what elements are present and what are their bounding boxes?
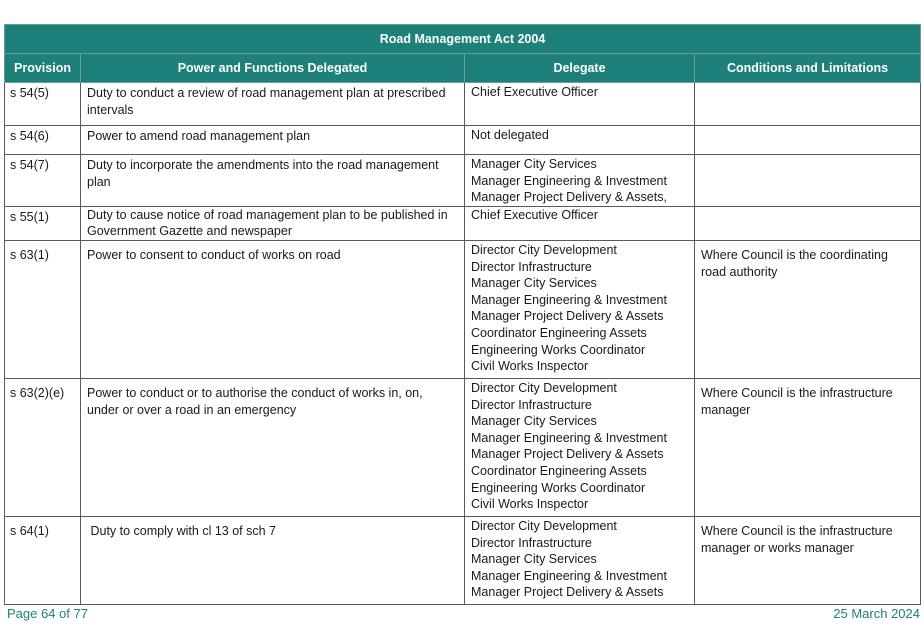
power-cell: Power to consent to conduct of works on road	[81, 240, 465, 378]
column-header-provision: Provision	[5, 54, 81, 83]
delegate-cell	[465, 83, 695, 126]
provision-cell: s 54(5)	[5, 83, 81, 126]
delegate-cell	[465, 240, 695, 378]
delegation-table-container	[4, 24, 920, 605]
provision-cell: s 63(1)	[5, 240, 81, 378]
delegate-item: Manager Engineering & Investment	[471, 568, 667, 583]
delegate-item: Engineering Works Coordinator	[471, 342, 646, 357]
power-cell: Duty to incorporate the amendments into the road management plan	[81, 155, 465, 207]
table-row	[5, 240, 921, 378]
table-row	[5, 378, 921, 516]
delegate-item: Manager City Services	[471, 157, 597, 171]
delegate-item: Manager Project Delivery & Assets	[471, 309, 664, 324]
document-date: 25 March 2024	[833, 606, 920, 621]
delegate-item: Director Infrastructure	[471, 259, 592, 274]
column-header-conditions: Conditions and Limitations	[695, 54, 921, 83]
table-row	[5, 516, 921, 604]
delegate-item: Manager City Services	[471, 414, 597, 429]
delegate-item: Manager Engineering & Investment	[471, 173, 667, 188]
page-number: Page 64 of 77	[7, 606, 88, 621]
conditions-cell: Where Council is the infrastructure manager	[695, 378, 921, 516]
delegate-item: Director City Development	[471, 518, 617, 533]
conditions-cell	[695, 83, 921, 126]
delegate-item: Engineering Works Coordinator	[471, 480, 646, 495]
provision-cell: s 63(2)(e)	[5, 378, 81, 516]
delegate-item: Manager City Services	[471, 276, 597, 291]
provision-cell: s 64(1)	[5, 516, 81, 604]
conditions-cell: Where Council is the coordinating road authority	[695, 240, 921, 378]
delegate-item: Manager Project Delivery & Assets	[471, 585, 664, 600]
conditions-cell	[695, 126, 921, 155]
delegate-item: Director Infrastructure	[471, 535, 592, 550]
table-row	[5, 206, 921, 240]
delegate-item: Civil Works Inspector	[471, 497, 589, 512]
delegate-item: Manager Engineering & Investment	[471, 292, 667, 307]
delegation-table	[4, 24, 921, 605]
power-cell: Duty to comply with cl 13 of sch 7	[81, 516, 465, 604]
delegate-cell	[465, 206, 695, 240]
delegate-item: Civil Works Inspector	[471, 359, 589, 374]
delegate-item: Chief Executive Officer	[471, 85, 598, 99]
delegate-item: Manager Project Delivery & Assets,	[471, 190, 667, 205]
power-cell: Power to conduct or to authorise the conduct of works in, on, under or over a road in an emergency	[81, 378, 465, 516]
delegate-item: Chief Executive Officer	[471, 207, 598, 222]
power-cell: Duty to cause notice of road management plan to be published in Government Gazette and newspaper	[81, 206, 465, 240]
power-cell: Duty to conduct a review of road management plan at prescribed intervals	[81, 83, 465, 126]
delegate-item: Manager City Services	[471, 552, 597, 567]
conditions-cell	[695, 155, 921, 207]
provision-cell: s 54(7)	[5, 155, 81, 207]
table-row	[5, 83, 921, 126]
table-row	[5, 155, 921, 207]
conditions-cell	[695, 206, 921, 240]
provision-cell: s 54(6)	[5, 126, 81, 155]
delegate-cell	[465, 378, 695, 516]
delegate-item: Not delegated	[471, 128, 549, 142]
delegate-item: Director City Development	[471, 380, 617, 395]
delegate-item: Manager Project Delivery & Assets	[471, 447, 664, 462]
delegate-item: Manager Engineering & Investment	[471, 430, 667, 445]
delegate-cell	[465, 155, 695, 207]
column-header-delegate: Delegate	[465, 54, 695, 83]
provision-cell: s 55(1)	[5, 206, 81, 240]
table-row	[5, 126, 921, 155]
delegate-cell	[465, 126, 695, 155]
column-header-power: Power and Functions Delegated	[81, 54, 465, 83]
delegate-item: Coordinator Engineering Assets	[471, 463, 647, 478]
table-title: Road Management Act 2004	[5, 25, 921, 54]
conditions-cell: Where Council is the infrastructure manager or works manager	[695, 516, 921, 604]
power-cell: Power to amend road management plan	[81, 126, 465, 155]
delegate-item: Coordinator Engineering Assets	[471, 325, 647, 340]
delegate-item: Director City Development	[471, 242, 617, 257]
delegate-item: Director Infrastructure	[471, 397, 592, 412]
delegate-cell	[465, 516, 695, 604]
